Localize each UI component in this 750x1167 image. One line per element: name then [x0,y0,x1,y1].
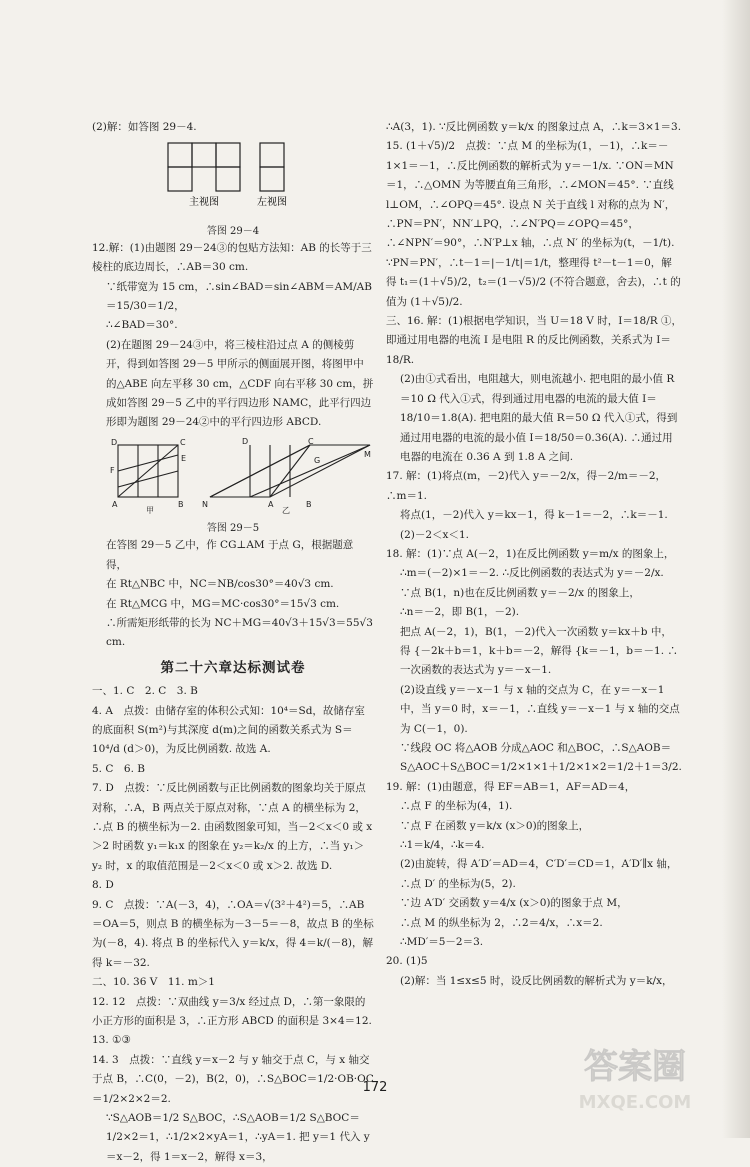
text-line: 17. 解：(1)将点(m，－2)代入 y＝－2/x，得－2/m＝－2，∴m＝1. [386,470,667,502]
text-line: ∵点 B(1，n)也在反比例函数 y＝－2/x 的图象上， [400,586,640,599]
text-line: ∵边 A′D′ 交函数 y＝4/x (x＞0)的图象于点 M， [400,897,628,910]
figure-caption: 答图 29－5 [206,523,260,535]
vertex-label: B [178,499,184,509]
three-view-drawing [92,139,374,217]
chapter-title: 第二十六章达标测试卷 [160,659,306,676]
text-line: 20. (1)5 [386,955,428,968]
text-line: (2)由①式看出，电阻越大，则电流越小. 把电阻的最小值 R＝10 Ω 代入①式，得到通过用电器的电流的最大值 I＝18/10＝1.8(A). 把电阻的最大值 R＝50 Ω 代入①式，得到通过用电器的电流的最小值 I＝18/50＝0.36(A). ∴通过用电器的电流在 0.36 A 到 1.8 A 之间. [400,373,678,463]
text-line: 在 Rt△NBC 中，NC＝NB/cos30°＝40√3 cm. [106,578,334,591]
text-line: (2)在题图 29－24③中，将三棱柱沿过点 A 的侧棱剪开，得到如答图 29－5 甲所示的侧面展开图，将图甲中的△ABE 向左平移 30 cm，△CDF 向右平移 30 cm，拼成如答图 29－5 乙中的平行四边形 NAMC，此平行四边形即为题图 29－24②中的平行四边形 ABCD. [106,338,374,429]
figure-label: 甲 [146,505,154,515]
answer-line: 一、1. C 2. C 3. B [92,685,198,698]
vertex-label: A [268,499,274,509]
vertex-label: C [308,436,314,446]
answer-line: 14. 3 点拨：∵直线 y＝x－2 与 y 轴交于点 C，与 x 轴交于点 B，∴C(0，－2)，B(2，0)，∴S△BOC＝1/2·OB·OC＝1/2×2×2＝2. [92,1053,374,1105]
text-line: ∴所需矩形纸带的长为 NC＋MG＝40√3＋15√3＝55√3 cm. [106,616,373,649]
text-line: 将点(1，－2)代入 y＝kx－1，得 k－1＝－2，∴k＝－1. [400,509,668,522]
answer-line: 7. D 点拨：∵反比例函数与正比例函数的图象均关于原点对称，∴A，B 两点关于原点对称，∵点 A 的横坐标为 2，∴点 B 的横坐标为－2. 由函数图象可知，当－2＜x＜0 或 x＞2 时函数 y₁＝k₁x 的图象在 y₂＝k₂/x 的上方，∴当 y₁＞y₂ 时，x 的取值范围是－2＜x＜0 或 x＞2. 故选 D. [92,782,373,872]
text-line: ∵线段 OC 将△AOB 分成△AOC 和△BOC，∴S△AOB＝S△AOC＋S△BOC＝1/2×1×1＋1/2×1×2＝1/2＋1＝3/2. [400,742,682,774]
side-view-label: 左视图 [257,197,287,209]
vertex-label: D [242,436,249,446]
text-line: ∴A(3，1). ∵反比例函数 y＝k/x 的图象过点 A，∴k＝3×1＝3. [386,121,682,133]
vertex-label: C [180,437,186,447]
answer-line: 13. ①③ [92,1034,131,1047]
figure-29-4 [92,139,374,238]
front-view-label: 主视图 [189,197,219,209]
vertex-label: G [314,455,321,465]
figure-label: 乙 [282,505,290,515]
vertex-label: M [364,449,371,459]
text-line: 19. 解：(1)由题意，得 EF＝AB＝1，AF＝AD＝4， [386,780,636,793]
answer-line: 8. D [92,879,114,892]
text-line: ∴点 M 的纵坐标为 2，∴2＝4/x，∴x＝2. [400,916,603,929]
vertex-label: A [112,499,118,509]
answer-line: 12. 12 点拨：∵双曲线 y＝3/x 经过点 D，∴第一象限的小正方形的面积是 3，∴正方形 ABCD 的面积是 3×4＝12. [92,995,372,1028]
text-line: (2)解：当 1≤x≤5 时，设反比例函数的解析式为 y＝k/x， [400,974,673,987]
vertex-label: B [306,499,312,509]
page-number: 172 [362,1080,388,1095]
vertex-label: N [202,499,208,509]
left-column [92,118,374,1167]
text-line: ∴点 F 的坐标为(4，1). [400,800,513,813]
answer-line: 9. C 点拨：∵A(－3，4)，∴OA＝√(3²＋4²)＝5，∴AB＝OA＝5，则点 B 的横坐标为－3－5＝－8，故点 B 的坐标为(－8，4). 将点 B 的坐标代入 y＝k/x，得 4＝k/(－8)，解得 k＝－32. [92,898,374,969]
text-line: 在 Rt△MCG 中，MG＝MC·cos30°＝15√3 cm. [106,597,340,610]
answer-line: 5. C 6. B [92,762,145,775]
text-line: ∴1＝k/4，∴k＝4. [400,839,485,852]
answer-line: 二、10. 36 V 11. m＞1 [92,976,215,989]
text-line: (2)由旋转，得 A′D′＝AD＝4，C′D′＝CD＝1，A′D′∥x 轴， [400,858,678,871]
text-line: ∴点 D′ 的坐标为(5，2). [400,877,516,890]
watermark-logo [550,1028,720,1118]
text-line: ∴MD′＝5－2＝3. [400,936,484,949]
answer-line: ∵S△AOB＝1/2 S△BOC，∴S△AOB＝1/2 S△BOC＝1/2×2＝1，∴1/2×2×yA＝1，∴yA＝1. 把 y＝1 代入 y＝x－2，得 1＝x－2，解得 x＝3， [106,1112,370,1163]
unfolded-prism-drawing [92,437,374,515]
text-line: 三、16. 解：(1)根据电学知识，当 U＝18 V 时，I＝18/R ①，即通过用电器的电流 I 是电阻 R 的反比例函数，关系式为 I＝18/R. [386,315,683,366]
text-line: (2)－2＜x＜1. [400,528,469,541]
vertex-label: E [181,453,187,463]
text-line: ∴∠BAD＝30°. [106,319,178,332]
text-line: 在答图 29－5 乙中，作 CG⊥AM 于点 G，根据题意得， [106,539,354,571]
watermark-url: MXQE.COM [578,1092,692,1113]
vertex-label: F [110,465,115,475]
vertex-label: D [111,437,118,447]
text-line: 15. (1＋√5)/2 点拨：∵点 M 的坐标为(1，－1)，∴k＝－1×1＝－1，∴反比例函数的解析式为 y＝－1/x. ∵ON＝MN＝1，∴△OMN 为等腰直角三角形，∴∠MON＝45°. ∵直线 l⊥OM，∴∠OPQ＝45°. 设点 N 关于直线 l 对称的点为 N′，∴PN＝PN′，NN′⊥PQ，∴∠N′PQ＝∠OPQ＝45°，∴∠NPN′＝90°，∴N′P⊥x 轴，∴点 N′ 的坐标为(t，－1/t). ∵PN＝PN′，∴t－1＝|－1/t|＝1/t，整理得 t²－t－1＝0，解得 t₁＝(1＋√5)/2，t₂＝(1－√5)/2 (不符合题意，舍去)，∴t 的值为 (1＋√5)/2. [386,140,681,308]
text-line: ∴n＝－2，即 B(1，－2). [400,606,520,619]
text-line: (2)解：如答图 29－4. [92,121,197,133]
binding-shadow [722,0,750,1138]
text-line: 12.解：(1)由题图 29－24③的包贴方法知：AB 的长等于三棱柱的底边周长，∴AB＝30 cm. [92,241,372,274]
watermark-text: 答案圈 [584,1047,686,1087]
text-line: 18. 解：(1)∵点 A(－2，1)在反比例函数 y＝m/x 的图象上， [386,547,675,560]
figure-caption: 答图 29－4 [206,225,260,237]
text-line: ∵点 F 在函数 y＝k/x (x＞0)的图象上， [400,819,590,832]
text-line: ∵纸带宽为 15 cm，∴sin∠BAD＝sin∠ABM＝AM/AB＝15/30＝1/2， [106,280,372,313]
answer-line: 4. A 点拨：由储存室的体积公式知：10⁴＝Sd，故储存室的底面积 S(m²)与其深度 d(m)之间的函数关系式为 S＝10⁴/d (d＞0)，为反比例函数. 故选 A. [92,704,365,756]
text-line: (2)设直线 y＝－x－1 与 x 轴的交点为 C，在 y＝－x－1 中，当 y＝0 时，x＝－1，∴直线 y＝－x－1 与 x 轴的交点为 C(－1，0). [400,683,680,735]
figure-29-5 [92,437,374,536]
text-line: ∴m＝(－2)×1＝－2. ∴反比例函数的表达式为 y＝－2/x. [400,567,664,580]
text-line: 把点 A(－2，1)，B(1，－2)代入一次函数 y＝kx＋b 中，得 {－2k＋b＝1，k＋b＝－2，解得 {k＝－1，b＝－1. ∴一次函数的表达式为 y＝－x－1. [400,625,678,677]
right-column [386,118,682,991]
